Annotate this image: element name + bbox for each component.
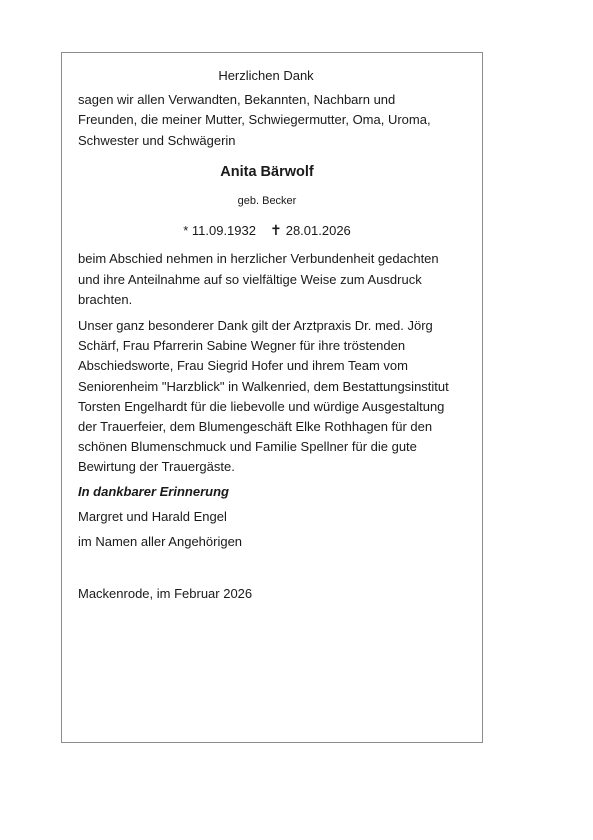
thanks-line: schönen Blumenschmuck und Familie Spellner für die gute: [78, 439, 417, 455]
death-date: 28.01.2026: [285, 223, 351, 239]
place-date: Mackenrode, im Februar 2026: [78, 586, 253, 602]
life-dates: [78, 220, 450, 241]
memorial-line: In dankbarer Erinnerung: [78, 483, 229, 499]
notice-heading: Herzlichen Dank: [218, 68, 314, 83]
intro-line: sagen wir allen Verwandten, Bekannten, Nachbarn und: [78, 92, 396, 108]
on-behalf-line: im Namen aller Angehörigen: [78, 534, 243, 550]
notice-content: [78, 66, 450, 604]
thanks-line: Schärf, Frau Pfarrerin Sabine Wegner für ihre tröstenden: [78, 338, 406, 354]
cross-icon: ✝: [269, 222, 282, 239]
signatories: Margret und Harald Engel: [78, 508, 227, 524]
thanks-paragraph: [78, 316, 450, 478]
deceased-name: Anita Bärwolf: [220, 163, 314, 180]
maiden-name: geb. Becker: [237, 195, 297, 208]
thanks-line: Seniorenheim "Harzblick" in Walkenried, dem Bestattungsinstitut: [78, 378, 449, 394]
thanks-line: Unser ganz besonderer Dank gilt der Arztpraxis Dr. med. Jörg: [78, 318, 433, 334]
notice-frame: [61, 52, 483, 743]
farewell-line: und ihre Anteilnahme auf so vielfältige Weise zum Ausdruck: [78, 271, 422, 287]
thanks-line: der Trauerfeier, dem Blumengeschäft Elke Rothhagen für den: [78, 419, 433, 435]
intro-line: Freunden, die meiner Mutter, Schwiegermutter, Oma, Uroma,: [78, 112, 431, 128]
intro-paragraph: [78, 90, 450, 151]
thanks-line: Torsten Engelhardt für die liebevolle und würdige Ausgestaltung: [78, 398, 445, 414]
thanks-line: Abschiedsworte, Frau Siegrid Hofer und ihrem Team vom: [78, 358, 408, 374]
farewell-paragraph: [78, 249, 450, 310]
farewell-line: brachten.: [78, 291, 133, 307]
thanks-line: Bewirtung der Trauergäste.: [78, 459, 235, 475]
intro-line: Schwester und Schwägerin: [78, 132, 236, 148]
birth-date: * 11.09.1932: [183, 223, 256, 239]
farewell-line: beim Abschied nehmen in herzlicher Verbundenheit gedachten: [78, 251, 439, 267]
